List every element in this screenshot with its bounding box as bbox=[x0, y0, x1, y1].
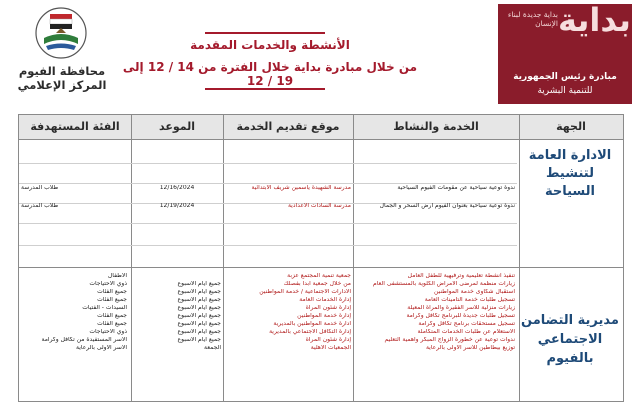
governorate-emblem-icon bbox=[34, 6, 88, 60]
service-cell: زيارات منزلية للأسر الفقيرة والمرأة المعيلة bbox=[407, 305, 515, 311]
banner-logo-text: بداية bbox=[558, 4, 631, 39]
row-divider bbox=[19, 163, 517, 164]
entity-tourism: الادارة العامة لتنشيط السياحة bbox=[528, 148, 612, 199]
date-cell: جميع أيام الاسبوع bbox=[177, 305, 221, 311]
service-cell: تسجيل مستحقات برنامج تكافل وكرامة bbox=[418, 321, 515, 327]
row-divider bbox=[19, 223, 517, 224]
date-cell: الجمعة bbox=[204, 345, 221, 351]
target-cell: الأسر المستفيدة من تكافل وكرامة bbox=[41, 337, 127, 343]
service-cell: ندوات توعية عن خطورة الزواج المبكر وأهمية التعليم bbox=[384, 337, 515, 343]
service-cell: تسجيل طلبات خدمة التأمينات العامة bbox=[424, 297, 515, 303]
bedaya-initiative-banner bbox=[498, 4, 632, 104]
column-divider bbox=[131, 115, 132, 401]
date-cell: جميع أيام الاسبوع bbox=[177, 329, 221, 335]
governorate-name: محافظة الفيوم bbox=[18, 64, 106, 78]
location-cell: إدارة الخدمات العامة bbox=[299, 297, 351, 303]
location-cell: من خلال جمعية ابدأ بفصلك bbox=[283, 281, 351, 287]
target-cell: جميع الفئات bbox=[97, 289, 127, 295]
governorate-logo bbox=[12, 6, 112, 106]
media-center-name: المركز الإعلامي bbox=[17, 78, 107, 92]
target-cell: الأسر الأولى بالرعاية bbox=[76, 345, 127, 351]
governorate-title bbox=[12, 64, 112, 92]
page-header bbox=[0, 0, 640, 112]
date-cell: جميع أيام الاسبوع bbox=[177, 337, 221, 343]
service-cell: توزيع بيطاطين للأسر الأولى بالرعاية bbox=[425, 345, 515, 351]
location-cell: ادارة خدمة المواطنين بالمديرية bbox=[273, 321, 351, 327]
location-cell: مدرسة السادات الاعدادية bbox=[287, 203, 351, 209]
row-divider bbox=[19, 183, 517, 184]
location-cell: إدارة خدمة المواطنين bbox=[297, 313, 351, 319]
date-cell: 12/19/2024 bbox=[159, 203, 195, 209]
column-divider bbox=[353, 115, 354, 401]
title-line-2: من خلال مبادرة بداية خلال الفترة من 14 / 12 إلى 19 / 12 bbox=[122, 60, 418, 88]
date-cell: جميع أيام الاسبوع bbox=[177, 297, 221, 303]
target-cell: الأطفال bbox=[107, 273, 127, 279]
date-cell: 12/16/2024 bbox=[159, 185, 195, 191]
location-cell: مدرسة الشهيدة ياسمين شريف الابتدائية bbox=[251, 185, 351, 191]
service-cell: تسجيل طلبات جديدة للبرنامج تكافل وكرامة bbox=[406, 313, 515, 319]
service-cell: الاستعلام عن طلبات الخدمات المتكاملة bbox=[417, 329, 515, 335]
location-cell: إدارة شئون المرأة bbox=[305, 337, 351, 343]
banner-subtitle-1: مبادرة رئيس الجمهورية bbox=[513, 72, 617, 82]
target-cell: طلاب المدرسة bbox=[21, 185, 59, 191]
column-header-date: الموعد bbox=[158, 120, 196, 133]
title-divider-top bbox=[205, 32, 325, 34]
entity-social-solidarity: مديرية التضامن الاجتماعي بالفيوم bbox=[521, 313, 619, 366]
location-cell: جمعية تنمية المجتمع عزبة bbox=[287, 273, 351, 279]
service-cell: زيارات منظمة لمرضى الأمراض الكلوية بالمستشفى العام bbox=[373, 281, 515, 287]
date-cell: جميع أيام الاسبوع bbox=[177, 281, 221, 287]
location-cell: الادارات الاجتماعية / خدمة المواطنين bbox=[259, 289, 351, 295]
title-divider-bottom bbox=[205, 88, 325, 90]
row-divider bbox=[19, 245, 517, 246]
service-cell: تنفيذ أنشطة تعليمية وترفيهية للطفل العامل bbox=[407, 273, 515, 279]
service-cell: ندوة توعية سياحية بعنوان الفيوم ارض السحر و الجمال bbox=[379, 203, 515, 209]
target-cell: ذوي الاحتياجات bbox=[89, 281, 127, 287]
target-cell: ذوي الاحتياجات bbox=[89, 329, 127, 335]
section-divider bbox=[19, 267, 623, 268]
service-cell: ندوة توعية سياحية عن مقومات الفيوم السياحية bbox=[397, 185, 515, 191]
title-line-1: الأنشطة والخدمات المقدمة bbox=[190, 38, 350, 52]
location-cell: إدارة التكافل الاجتماعي بالمديرية bbox=[269, 329, 351, 335]
location-cell: الجمعيات الأهلية bbox=[310, 345, 351, 351]
target-cell: السيدات - الفتيات bbox=[82, 305, 127, 311]
page-title bbox=[120, 38, 420, 88]
target-cell: جميع الفئات bbox=[97, 297, 127, 303]
date-cell: جميع أيام الاسبوع bbox=[177, 313, 221, 319]
service-cell: استقبال شكاوى خدمة المواطنين bbox=[433, 289, 515, 295]
target-cell: جميع الفئات bbox=[97, 321, 127, 327]
table-header bbox=[19, 115, 623, 140]
column-header-location: موقع تقديم الخدمة bbox=[236, 120, 340, 133]
target-cell: طلاب المدرسة bbox=[21, 203, 59, 209]
location-cell: إدارة شئون المرأة bbox=[305, 305, 351, 311]
banner-slogan: بداية جديدة لبناء الإنسان bbox=[507, 10, 558, 28]
date-cell: جميع أيام الاسبوع bbox=[177, 321, 221, 327]
column-header-entity: الجهة bbox=[556, 120, 586, 133]
column-header-target: الفئة المستهدفة bbox=[30, 120, 120, 133]
target-cell: جميع الفئات bbox=[97, 313, 127, 319]
column-divider bbox=[223, 115, 224, 401]
column-header-service: الخدمة والنشاط bbox=[393, 120, 479, 133]
date-cell: جميع أيام الاسبوع bbox=[177, 289, 221, 295]
services-table bbox=[18, 114, 624, 402]
banner-subtitle-2: للتنمية البشرية bbox=[537, 86, 593, 96]
